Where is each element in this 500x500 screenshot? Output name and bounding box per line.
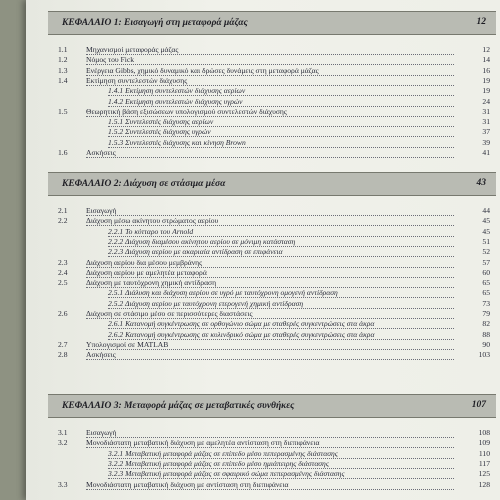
section-number: 2.2 <box>58 216 68 226</box>
entry-title: Εισαγωγή <box>86 206 454 216</box>
entry-page-number: 109 <box>478 438 490 448</box>
entry-page-number: 125 <box>478 469 490 479</box>
entry-page-number: 16 <box>482 65 490 75</box>
section-number: 2.8 <box>58 350 68 360</box>
entry-title: Ασκήσεις <box>86 350 454 360</box>
entry-title: 1.5.1 Συντελεστές διάχυσης αερίων <box>108 117 454 127</box>
entry-page-number: 24 <box>482 96 490 106</box>
toc-subsection-row <box>48 247 494 257</box>
entry-title: Διάχυση αερίου με αμελητέα μεταφορά <box>86 268 454 278</box>
section-number: 3.2 <box>58 438 68 448</box>
section-number: 1.6 <box>58 148 68 157</box>
book-page <box>26 0 500 500</box>
entry-title: 2.5.1 Διάλυση και διάχυση αερίου σε υγρό με ταυτόχρονη ομογενή αντίδραση <box>108 288 454 298</box>
toc-subsection-row <box>48 449 494 459</box>
chapter-page-number: 43 <box>476 178 486 188</box>
entry-page-number: 19 <box>482 86 490 96</box>
chapter-title: ΚΕΦΑΛΑΙΟ 2: Διάχυση σε στάσιμα μέσα <box>62 179 226 189</box>
entry-title: 2.5.2 Διάχυση αερίου με ταυτόχρονη ετερογενή χημική αντίδραση <box>108 299 454 309</box>
chapter-heading-3 <box>48 394 496 418</box>
toc-subsection-row <box>48 469 494 479</box>
entry-title: 2.6.1 Κατανομή συγκέντρωσης σε ορθογώνιο σώμα με σταθερές συγκεντρώσεις στα άκρα <box>108 319 454 329</box>
entry-title: Διάχυση μέσω ακίνητου στρώματος αερίου <box>86 216 454 226</box>
section-number: 2.5 <box>58 278 68 288</box>
entry-page-number: 12 <box>482 45 490 54</box>
entry-title: Διάχυση αερίου δια μέσου μεμβράνης <box>86 258 454 268</box>
entry-title: Εκτίμηση συντελεστών διάχυσης <box>86 76 454 86</box>
toc-section-row <box>48 350 494 360</box>
entry-title: 2.2.2 Διάχυση διαμέσου ακίνητου αερίου σε μόνιμη κατάσταση <box>108 237 454 247</box>
entry-title: Διάχυση σε στάσιμο μέσο σε περισσότερες διαστάσεις <box>86 309 454 319</box>
section-number: 2.1 <box>58 206 68 215</box>
toc-subsection-row <box>48 459 494 469</box>
entry-page-number: 90 <box>482 339 490 349</box>
toc-subsection-row <box>48 330 494 340</box>
entry-page-number: 88 <box>482 329 490 339</box>
toc-section-row <box>48 309 494 319</box>
section-number: 3.1 <box>58 428 68 437</box>
chapter-heading-1 <box>48 11 496 35</box>
section-number: 1.4 <box>58 75 68 85</box>
entry-title: 1.4.2 Εκτίμηση συντελεστών διάχυσης υγρών <box>108 97 454 107</box>
entry-title: 1.5.3 Συντελεστές διάχυσης και κίνηση Brown <box>108 138 454 148</box>
entry-page-number: 51 <box>482 236 490 246</box>
entry-page-number: 128 <box>478 479 490 489</box>
section-number: 1.2 <box>58 55 68 65</box>
chapter-title: ΚΕΦΑΛΑΙΟ 1: Εισαγωγή στη μεταφορά μάζας <box>62 18 248 28</box>
entry-page-number: 79 <box>482 309 490 318</box>
entry-page-number: 31 <box>482 117 490 127</box>
chapter-page-number: 107 <box>471 400 486 410</box>
toc-subsection-row <box>48 299 494 309</box>
entry-title: Υπολογισμοί σε MATLAB <box>86 340 454 350</box>
entry-page-number: 60 <box>482 267 490 277</box>
entry-page-number: 73 <box>482 298 490 308</box>
entry-page-number: 108 <box>478 428 490 437</box>
toc-section-row <box>48 278 494 288</box>
entry-title: 1.4.1 Εκτίμηση συντελεστών διάχυσης αερίων <box>108 86 454 96</box>
toc-subsection-row <box>48 237 494 247</box>
entry-title: Μονοδιάστατη μεταβατική διάχυση με αμελητέα αντίσταση στη διεπιφάνεια <box>86 438 454 448</box>
toc-section-row <box>48 438 494 448</box>
toc-section-row <box>48 55 494 65</box>
entry-title: Νόμος του Fick <box>86 55 454 65</box>
entry-title: Ενέργεια Gibbs, χημικό δυναμικό και δρώσες δυνάμεις στη μεταφορά μάζας <box>86 66 454 76</box>
entry-page-number: 39 <box>482 137 490 147</box>
toc-subsection-row <box>48 97 494 107</box>
entry-title: 1.5.2 Συντελεστές διάχυσης υγρών <box>108 127 454 137</box>
toc-subsection-row <box>48 138 494 148</box>
chapter-title: ΚΕΦΑΛΑΙΟ 3: Μεταφορά μάζας σε μεταβατικές συνθήκες <box>62 401 295 411</box>
entry-title: 3.2.3 Μεταβατική μεταφορά μάζας σε σφαιρικό σώμα πεπερασμένης διάστασης <box>108 469 454 479</box>
entry-page-number: 45 <box>482 216 490 226</box>
toc-section-row <box>48 148 494 158</box>
toc-section-row <box>48 206 494 216</box>
toc-section-row <box>48 340 494 350</box>
entry-title: 3.2.2 Μεταβατική μεταφορά μάζας σε επίπεδο μέσο ημιάπειρης διάστασης <box>108 459 454 469</box>
toc-section-row <box>48 428 494 438</box>
section-number: 1.1 <box>58 45 68 54</box>
entry-page-number: 110 <box>478 448 490 458</box>
toc-subsection-row <box>48 127 494 137</box>
section-number: 2.6 <box>58 309 68 318</box>
section-number: 3.3 <box>58 479 68 489</box>
entry-title: Διάχυση με ταυτόχρονη χημική αντίδραση <box>86 278 454 288</box>
entry-page-number: 14 <box>482 55 490 65</box>
chapter-page-number: 12 <box>476 17 486 27</box>
entry-page-number: 65 <box>482 288 490 298</box>
toc-subsection-row <box>48 319 494 329</box>
entry-page-number: 65 <box>482 278 490 288</box>
toc-section-row <box>48 258 494 268</box>
entry-page-number: 52 <box>482 247 490 257</box>
entry-title: Εισαγωγή <box>86 428 454 438</box>
entry-title: 2.2.1 Το κύτταρο του Arnold <box>108 227 454 237</box>
entry-title: Μονοδιάστατη μεταβατική διάχυση με αντίσταση στη διεπιφάνεια <box>86 480 454 490</box>
toc-section-row <box>48 480 494 490</box>
entry-title: Μηχανισμοί μεταφοράς μάζας <box>86 45 454 55</box>
toc-section-row <box>48 107 494 117</box>
chapter-heading-2 <box>48 172 496 196</box>
entry-page-number: 117 <box>478 458 490 468</box>
entry-title: 2.2.3 Διάχυση αερίου με ακαριαία αντίδραση σε επιφάνεια <box>108 247 454 257</box>
entry-page-number: 103 <box>478 350 490 360</box>
entry-page-number: 57 <box>482 257 490 267</box>
entry-title: Ασκήσεις <box>86 148 454 158</box>
entry-page-number: 41 <box>482 148 490 157</box>
section-number: 2.4 <box>58 267 68 277</box>
entry-page-number: 31 <box>482 106 490 116</box>
toc-subsection-row <box>48 227 494 237</box>
section-number: 2.7 <box>58 339 68 349</box>
section-number: 2.3 <box>58 257 68 267</box>
section-number: 1.3 <box>58 65 68 75</box>
entry-page-number: 19 <box>482 75 490 85</box>
toc-section-row <box>48 268 494 278</box>
entry-title: Θεωρητική βάση εξισώσεων υπολογισμού συντελεστών διάχυσης <box>86 107 454 117</box>
section-number: 1.5 <box>58 106 68 116</box>
entry-title: 3.2.1 Μεταβατική μεταφορά μάζας σε επίπεδο μέσο πεπερασμένης διάστασης <box>108 449 454 459</box>
entry-page-number: 45 <box>482 226 490 236</box>
entry-page-number: 82 <box>482 319 490 329</box>
toc-subsection-row <box>48 117 494 127</box>
toc-section-row <box>48 45 494 55</box>
entry-page-number: 44 <box>482 206 490 215</box>
toc-subsection-row <box>48 86 494 96</box>
toc-subsection-row <box>48 288 494 298</box>
toc-section-row <box>48 66 494 76</box>
toc-section-row <box>48 76 494 86</box>
entry-title: 2.6.2 Κατανομή συγκέντρωσης σε κυλινδρικό σώμα με σταθερές συγκεντρώσεις στα άκρα <box>108 330 454 340</box>
toc-section-row <box>48 216 494 226</box>
entry-page-number: 37 <box>482 127 490 137</box>
